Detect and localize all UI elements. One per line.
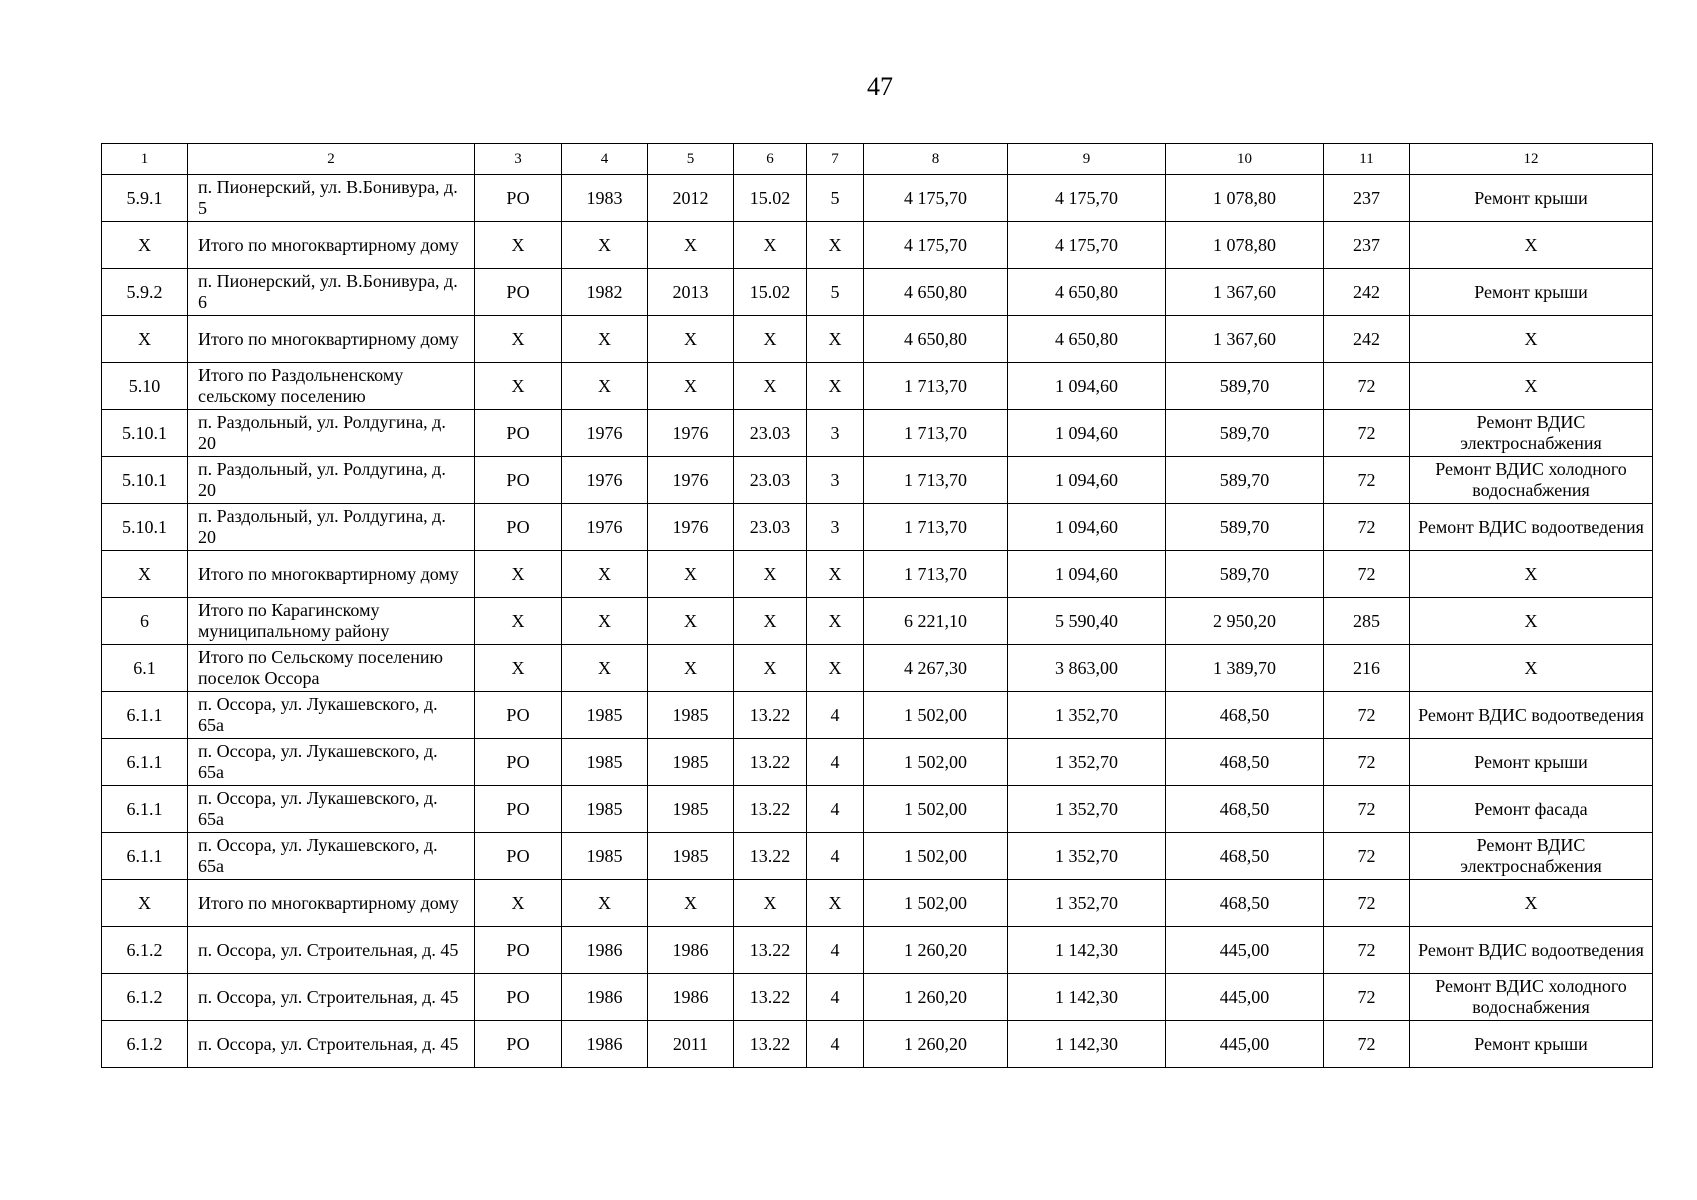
- year-built-cell: Х: [562, 222, 648, 269]
- total-area-cell: 1 713,70: [864, 457, 1008, 504]
- residents-cell: 72: [1324, 692, 1410, 739]
- year-built-cell: 1976: [562, 410, 648, 457]
- row-number-cell: 5.9.1: [102, 175, 188, 222]
- floors-cell: 4: [807, 974, 864, 1021]
- column-number-12: 12: [1410, 144, 1653, 175]
- column-number-1: 1: [102, 144, 188, 175]
- living-area-cell: 1 352,70: [1008, 786, 1166, 833]
- floors-cell: Х: [807, 645, 864, 692]
- table-row: [102, 880, 1653, 927]
- address-cell: Итого по многоквартирному дому: [188, 316, 475, 363]
- year-repair-cell: Х: [648, 222, 734, 269]
- non-living-area-cell: 1 078,80: [1166, 175, 1324, 222]
- year-repair-cell: Х: [648, 645, 734, 692]
- owner-type-cell: РО: [475, 410, 562, 457]
- year-built-cell: 1985: [562, 692, 648, 739]
- non-living-area-cell: 1 367,60: [1166, 269, 1324, 316]
- table-row: [102, 504, 1653, 551]
- non-living-area-cell: 468,50: [1166, 833, 1324, 880]
- repair-type-cell: Ремонт ВДИС электроснабжения: [1410, 410, 1653, 457]
- total-area-cell: 1 502,00: [864, 880, 1008, 927]
- column-number-7: 7: [807, 144, 864, 175]
- address-cell: п. Оссора, ул. Строительная, д. 45: [188, 1021, 475, 1068]
- total-area-cell: 1 713,70: [864, 504, 1008, 551]
- row-number-cell: 6.1.1: [102, 692, 188, 739]
- table-row: [102, 927, 1653, 974]
- code-cell: 15.02: [734, 175, 807, 222]
- code-cell: 23.03: [734, 410, 807, 457]
- residents-cell: 285: [1324, 598, 1410, 645]
- residents-cell: 72: [1324, 1021, 1410, 1068]
- owner-type-cell: Х: [475, 363, 562, 410]
- table-row: [102, 410, 1653, 457]
- owner-type-cell: РО: [475, 974, 562, 1021]
- total-area-cell: 6 221,10: [864, 598, 1008, 645]
- floors-cell: Х: [807, 880, 864, 927]
- row-number-cell: 6.1.2: [102, 974, 188, 1021]
- non-living-area-cell: 468,50: [1166, 786, 1324, 833]
- living-area-cell: 1 094,60: [1008, 410, 1166, 457]
- repair-type-cell: Ремонт ВДИС электроснабжения: [1410, 833, 1653, 880]
- year-built-cell: 1976: [562, 504, 648, 551]
- code-cell: Х: [734, 363, 807, 410]
- living-area-cell: 4 175,70: [1008, 175, 1166, 222]
- repair-type-cell: Ремонт фасада: [1410, 786, 1653, 833]
- row-number-cell: Х: [102, 551, 188, 598]
- non-living-area-cell: 468,50: [1166, 880, 1324, 927]
- residents-cell: 237: [1324, 175, 1410, 222]
- year-built-cell: Х: [562, 880, 648, 927]
- year-built-cell: 1985: [562, 786, 648, 833]
- owner-type-cell: РО: [475, 269, 562, 316]
- year-repair-cell: 1985: [648, 833, 734, 880]
- residents-cell: 242: [1324, 269, 1410, 316]
- year-repair-cell: 1985: [648, 739, 734, 786]
- non-living-area-cell: 445,00: [1166, 927, 1324, 974]
- table-row: [102, 1021, 1653, 1068]
- year-built-cell: 1986: [562, 927, 648, 974]
- column-number-5: 5: [648, 144, 734, 175]
- row-number-cell: 6.1.1: [102, 739, 188, 786]
- owner-type-cell: Х: [475, 222, 562, 269]
- code-cell: 13.22: [734, 739, 807, 786]
- residents-cell: 72: [1324, 974, 1410, 1021]
- owner-type-cell: Х: [475, 598, 562, 645]
- non-living-area-cell: 468,50: [1166, 692, 1324, 739]
- code-cell: 13.22: [734, 692, 807, 739]
- row-number-cell: 6.1: [102, 645, 188, 692]
- floors-cell: 4: [807, 786, 864, 833]
- residents-cell: 72: [1324, 833, 1410, 880]
- owner-type-cell: РО: [475, 1021, 562, 1068]
- total-area-cell: 1 502,00: [864, 833, 1008, 880]
- total-area-cell: 1 502,00: [864, 692, 1008, 739]
- non-living-area-cell: 468,50: [1166, 739, 1324, 786]
- year-repair-cell: 2011: [648, 1021, 734, 1068]
- residents-cell: 72: [1324, 410, 1410, 457]
- table-row: [102, 739, 1653, 786]
- non-living-area-cell: 1 078,80: [1166, 222, 1324, 269]
- repair-type-cell: Ремонт ВДИС холодного водоснабжения: [1410, 457, 1653, 504]
- living-area-cell: 5 590,40: [1008, 598, 1166, 645]
- header-row: [102, 144, 1653, 175]
- year-built-cell: 1986: [562, 974, 648, 1021]
- row-number-cell: 6.1.2: [102, 1021, 188, 1068]
- repair-type-cell: Ремонт ВДИС водоотведения: [1410, 692, 1653, 739]
- year-built-cell: Х: [562, 598, 648, 645]
- living-area-cell: 4 650,80: [1008, 269, 1166, 316]
- repair-type-cell: Х: [1410, 551, 1653, 598]
- column-number-9: 9: [1008, 144, 1166, 175]
- code-cell: 15.02: [734, 269, 807, 316]
- floors-cell: 5: [807, 269, 864, 316]
- year-built-cell: 1976: [562, 457, 648, 504]
- year-built-cell: Х: [562, 316, 648, 363]
- non-living-area-cell: 2 950,20: [1166, 598, 1324, 645]
- table-body: [102, 144, 1653, 1068]
- owner-type-cell: РО: [475, 457, 562, 504]
- owner-type-cell: РО: [475, 692, 562, 739]
- code-cell: Х: [734, 645, 807, 692]
- code-cell: 23.03: [734, 504, 807, 551]
- living-area-cell: 1 094,60: [1008, 504, 1166, 551]
- non-living-area-cell: 445,00: [1166, 1021, 1324, 1068]
- year-repair-cell: Х: [648, 316, 734, 363]
- floors-cell: 3: [807, 504, 864, 551]
- owner-type-cell: Х: [475, 316, 562, 363]
- address-cell: Итого по многоквартирному дому: [188, 551, 475, 598]
- repair-type-cell: Х: [1410, 880, 1653, 927]
- table-row: [102, 974, 1653, 1021]
- residents-cell: 237: [1324, 222, 1410, 269]
- repair-type-cell: Х: [1410, 316, 1653, 363]
- row-number-cell: 5.10.1: [102, 457, 188, 504]
- year-repair-cell: Х: [648, 551, 734, 598]
- table-row: [102, 692, 1653, 739]
- total-area-cell: 1 260,20: [864, 974, 1008, 1021]
- column-number-11: 11: [1324, 144, 1410, 175]
- living-area-cell: 1 352,70: [1008, 880, 1166, 927]
- owner-type-cell: РО: [475, 739, 562, 786]
- row-number-cell: 6.1.1: [102, 786, 188, 833]
- year-repair-cell: 1985: [648, 692, 734, 739]
- floors-cell: Х: [807, 551, 864, 598]
- floors-cell: 5: [807, 175, 864, 222]
- year-built-cell: Х: [562, 551, 648, 598]
- owner-type-cell: РО: [475, 786, 562, 833]
- repair-type-cell: Х: [1410, 363, 1653, 410]
- table-row: [102, 833, 1653, 880]
- year-built-cell: 1982: [562, 269, 648, 316]
- repair-type-cell: Ремонт крыши: [1410, 739, 1653, 786]
- address-cell: Итого по многоквартирному дому: [188, 222, 475, 269]
- total-area-cell: 4 650,80: [864, 269, 1008, 316]
- living-area-cell: 3 863,00: [1008, 645, 1166, 692]
- year-repair-cell: Х: [648, 880, 734, 927]
- total-area-cell: 1 260,20: [864, 1021, 1008, 1068]
- residents-cell: 72: [1324, 786, 1410, 833]
- residents-cell: 72: [1324, 739, 1410, 786]
- table-row: [102, 363, 1653, 410]
- code-cell: Х: [734, 316, 807, 363]
- year-repair-cell: 1976: [648, 504, 734, 551]
- non-living-area-cell: 445,00: [1166, 974, 1324, 1021]
- code-cell: Х: [734, 880, 807, 927]
- year-repair-cell: 1976: [648, 410, 734, 457]
- table-row: [102, 645, 1653, 692]
- column-number-3: 3: [475, 144, 562, 175]
- year-repair-cell: 2012: [648, 175, 734, 222]
- floors-cell: 3: [807, 457, 864, 504]
- non-living-area-cell: 589,70: [1166, 504, 1324, 551]
- residents-cell: 72: [1324, 363, 1410, 410]
- owner-type-cell: Х: [475, 645, 562, 692]
- owner-type-cell: РО: [475, 504, 562, 551]
- code-cell: 13.22: [734, 927, 807, 974]
- row-number-cell: Х: [102, 880, 188, 927]
- column-number-2: 2: [188, 144, 475, 175]
- repair-type-cell: Х: [1410, 645, 1653, 692]
- non-living-area-cell: 589,70: [1166, 551, 1324, 598]
- floors-cell: Х: [807, 316, 864, 363]
- code-cell: Х: [734, 222, 807, 269]
- total-area-cell: 1 713,70: [864, 551, 1008, 598]
- repair-type-cell: Ремонт крыши: [1410, 175, 1653, 222]
- code-cell: Х: [734, 551, 807, 598]
- column-number-8: 8: [864, 144, 1008, 175]
- year-repair-cell: 1986: [648, 974, 734, 1021]
- owner-type-cell: Х: [475, 551, 562, 598]
- year-repair-cell: Х: [648, 598, 734, 645]
- year-repair-cell: Х: [648, 363, 734, 410]
- living-area-cell: 4 175,70: [1008, 222, 1166, 269]
- residents-cell: 242: [1324, 316, 1410, 363]
- capital-repair-table: [101, 143, 1653, 1068]
- non-living-area-cell: 589,70: [1166, 410, 1324, 457]
- living-area-cell: 4 650,80: [1008, 316, 1166, 363]
- year-built-cell: 1985: [562, 739, 648, 786]
- code-cell: 13.22: [734, 974, 807, 1021]
- table-row: [102, 598, 1653, 645]
- table-row: [102, 786, 1653, 833]
- residents-cell: 216: [1324, 645, 1410, 692]
- living-area-cell: 1 094,60: [1008, 363, 1166, 410]
- residents-cell: 72: [1324, 927, 1410, 974]
- residents-cell: 72: [1324, 551, 1410, 598]
- non-living-area-cell: 1 389,70: [1166, 645, 1324, 692]
- year-built-cell: 1983: [562, 175, 648, 222]
- repair-type-cell: Х: [1410, 598, 1653, 645]
- row-number-cell: 6: [102, 598, 188, 645]
- floors-cell: Х: [807, 222, 864, 269]
- year-built-cell: 1985: [562, 833, 648, 880]
- address-cell: п. Оссора, ул. Лукашевского, д. 65а: [188, 739, 475, 786]
- floors-cell: 3: [807, 410, 864, 457]
- year-repair-cell: 1986: [648, 927, 734, 974]
- total-area-cell: 4 175,70: [864, 222, 1008, 269]
- row-number-cell: 5.10: [102, 363, 188, 410]
- table-row: [102, 222, 1653, 269]
- address-cell: п. Оссора, ул. Строительная, д. 45: [188, 974, 475, 1021]
- table-row: [102, 269, 1653, 316]
- column-number-4: 4: [562, 144, 648, 175]
- year-repair-cell: 1985: [648, 786, 734, 833]
- floors-cell: 4: [807, 927, 864, 974]
- code-cell: 13.22: [734, 1021, 807, 1068]
- floors-cell: Х: [807, 598, 864, 645]
- address-cell: п. Пионерский, ул. В.Бонивура, д. 6: [188, 269, 475, 316]
- row-number-cell: Х: [102, 316, 188, 363]
- repair-type-cell: Ремонт ВДИС водоотведения: [1410, 504, 1653, 551]
- non-living-area-cell: 1 367,60: [1166, 316, 1324, 363]
- year-built-cell: Х: [562, 645, 648, 692]
- total-area-cell: 1 260,20: [864, 927, 1008, 974]
- repair-type-cell: Ремонт ВДИС водоотведения: [1410, 927, 1653, 974]
- address-cell: п. Раздольный, ул. Ролдугина, д. 20: [188, 504, 475, 551]
- year-built-cell: 1986: [562, 1021, 648, 1068]
- row-number-cell: Х: [102, 222, 188, 269]
- code-cell: 13.22: [734, 786, 807, 833]
- repair-type-cell: Ремонт ВДИС холодного водоснабжения: [1410, 974, 1653, 1021]
- floors-cell: Х: [807, 363, 864, 410]
- column-number-10: 10: [1166, 144, 1324, 175]
- living-area-cell: 1 352,70: [1008, 833, 1166, 880]
- owner-type-cell: РО: [475, 927, 562, 974]
- living-area-cell: 1 094,60: [1008, 457, 1166, 504]
- total-area-cell: 1 502,00: [864, 739, 1008, 786]
- living-area-cell: 1 142,30: [1008, 1021, 1166, 1068]
- address-cell: Итого по Карагинскому муниципальному району: [188, 598, 475, 645]
- repair-type-cell: Х: [1410, 222, 1653, 269]
- repair-type-cell: Ремонт крыши: [1410, 269, 1653, 316]
- address-cell: п. Оссора, ул. Строительная, д. 45: [188, 927, 475, 974]
- code-cell: 13.22: [734, 833, 807, 880]
- total-area-cell: 4 267,30: [864, 645, 1008, 692]
- year-built-cell: Х: [562, 363, 648, 410]
- residents-cell: 72: [1324, 504, 1410, 551]
- address-cell: Итого по Раздольненскому сельскому поселению: [188, 363, 475, 410]
- total-area-cell: 4 650,80: [864, 316, 1008, 363]
- year-repair-cell: 1976: [648, 457, 734, 504]
- table-row: [102, 175, 1653, 222]
- code-cell: 23.03: [734, 457, 807, 504]
- address-cell: п. Оссора, ул. Лукашевского, д. 65а: [188, 692, 475, 739]
- address-cell: п. Оссора, ул. Лукашевского, д. 65а: [188, 786, 475, 833]
- address-cell: Итого по Сельскому поселению поселок Оссора: [188, 645, 475, 692]
- table-row: [102, 551, 1653, 598]
- year-repair-cell: 2013: [648, 269, 734, 316]
- living-area-cell: 1 352,70: [1008, 692, 1166, 739]
- address-cell: п. Пионерский, ул. В.Бонивура, д. 5: [188, 175, 475, 222]
- row-number-cell: 6.1.2: [102, 927, 188, 974]
- address-cell: п. Раздольный, ул. Ролдугина, д. 20: [188, 457, 475, 504]
- row-number-cell: 5.10.1: [102, 410, 188, 457]
- residents-cell: 72: [1324, 880, 1410, 927]
- floors-cell: 4: [807, 739, 864, 786]
- total-area-cell: 4 175,70: [864, 175, 1008, 222]
- living-area-cell: 1 142,30: [1008, 927, 1166, 974]
- non-living-area-cell: 589,70: [1166, 363, 1324, 410]
- non-living-area-cell: 589,70: [1166, 457, 1324, 504]
- total-area-cell: 1 713,70: [864, 410, 1008, 457]
- page-number: 47: [867, 72, 893, 101]
- floors-cell: 4: [807, 692, 864, 739]
- row-number-cell: 5.10.1: [102, 504, 188, 551]
- living-area-cell: 1 352,70: [1008, 739, 1166, 786]
- table-row: [102, 457, 1653, 504]
- repair-type-cell: Ремонт крыши: [1410, 1021, 1653, 1068]
- total-area-cell: 1 502,00: [864, 786, 1008, 833]
- total-area-cell: 1 713,70: [864, 363, 1008, 410]
- row-number-cell: 5.9.2: [102, 269, 188, 316]
- column-number-6: 6: [734, 144, 807, 175]
- floors-cell: 4: [807, 1021, 864, 1068]
- address-cell: п. Оссора, ул. Лукашевского, д. 65а: [188, 833, 475, 880]
- row-number-cell: 6.1.1: [102, 833, 188, 880]
- owner-type-cell: РО: [475, 833, 562, 880]
- address-cell: п. Раздольный, ул. Ролдугина, д. 20: [188, 410, 475, 457]
- address-cell: Итого по многоквартирному дому: [188, 880, 475, 927]
- living-area-cell: 1 142,30: [1008, 974, 1166, 1021]
- code-cell: Х: [734, 598, 807, 645]
- table-row: [102, 316, 1653, 363]
- owner-type-cell: РО: [475, 175, 562, 222]
- residents-cell: 72: [1324, 457, 1410, 504]
- living-area-cell: 1 094,60: [1008, 551, 1166, 598]
- floors-cell: 4: [807, 833, 864, 880]
- owner-type-cell: Х: [475, 880, 562, 927]
